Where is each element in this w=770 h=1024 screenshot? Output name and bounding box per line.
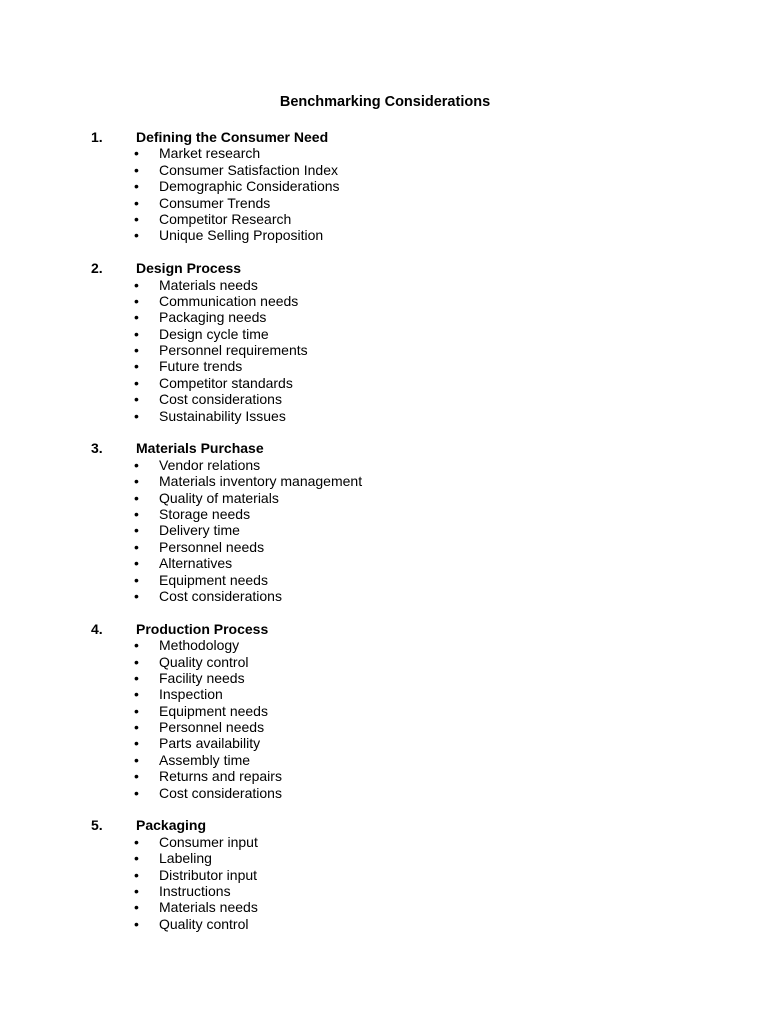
list-item-text: Demographic Considerations [159,178,340,195]
list-item-text: Consumer input [159,833,258,850]
list-item [0,342,770,358]
list-item [0,867,770,883]
section-heading [0,260,770,276]
list-item-text: Storage needs [159,505,251,522]
bullet-icon: • [134,276,139,293]
list-item-text: Alternatives [159,555,233,572]
list-item-text: Sustainability Issues [159,407,286,424]
section-title: Defining the Consumer Need [136,129,329,145]
list-item [0,162,770,178]
list-item [0,178,770,194]
list-item [0,375,770,391]
bullet-icon: • [134,555,139,572]
list-item [0,408,770,424]
section-heading [0,440,770,456]
bullet-list [0,834,770,932]
list-item-text: Unique Selling Proposition [159,227,324,244]
section [0,621,770,801]
list-item [0,358,770,374]
section-number: 2. [91,260,103,277]
list-item [0,752,770,768]
section-heading [0,621,770,637]
bullet-icon: • [134,866,139,883]
bullet-icon: • [134,145,139,162]
bullet-icon: • [134,374,139,391]
list-item-text: Cost considerations [159,587,282,604]
list-item [0,834,770,850]
bullet-icon: • [134,538,139,555]
list-item-text: Labeling [159,850,212,867]
bullet-icon: • [134,850,139,867]
section [0,817,770,932]
list-item [0,719,770,735]
list-item [0,522,770,538]
list-item [0,588,770,604]
list-item [0,768,770,784]
list-item-text: Consumer Satisfaction Index [159,161,338,178]
list-item-text: Personnel needs [159,538,265,555]
section-number: 4. [91,620,103,637]
list-item [0,457,770,473]
list-item-text: Vendor relations [159,456,261,473]
bullet-icon: • [134,358,139,375]
list-item [0,883,770,899]
bullet-icon: • [134,473,139,490]
list-item-text: Packaging needs [159,309,267,326]
list-item [0,555,770,571]
bullet-icon: • [134,915,139,932]
list-item-text: Competitor standards [159,374,293,391]
list-item-text: Design cycle time [159,325,269,342]
list-item-text: Parts availability [159,735,261,752]
sections-list [0,129,770,949]
section [0,260,770,424]
list-item [0,227,770,243]
list-item-text: Market research [159,145,261,162]
bullet-list [0,457,770,605]
list-item-text: Future trends [159,358,243,375]
list-item-text: Equipment needs [159,571,268,588]
document-title: Benchmarking Considerations [279,94,491,110]
bullet-icon: • [134,227,139,244]
list-item-text: Materials needs [159,899,258,916]
bullet-icon: • [134,882,139,899]
list-item-text: Inspection [159,686,223,703]
list-item [0,309,770,325]
list-item-text: Distributor input [159,866,258,883]
bullet-icon: • [134,653,139,670]
list-item [0,145,770,161]
bullet-icon: • [134,522,139,539]
bullet-icon: • [134,456,139,473]
section-number: 5. [91,817,103,834]
bullet-icon: • [134,407,139,424]
list-item [0,686,770,702]
bullet-icon: • [134,292,139,309]
bullet-icon: • [134,571,139,588]
list-item-text: Cost considerations [159,391,282,408]
bullet-list [0,145,770,243]
bullet-icon: • [134,178,139,195]
list-item [0,785,770,801]
list-item [0,326,770,342]
list-item-text: Quality control [159,915,249,932]
list-item [0,735,770,751]
list-item-text: Personnel needs [159,719,265,736]
section-title: Materials Purchase [136,440,264,457]
list-item-text: Returns and repairs [159,768,282,785]
list-item-text: Methodology [159,637,240,654]
bullet-icon: • [134,686,139,703]
list-item [0,899,770,915]
list-item-text: Assembly time [159,751,251,768]
section [0,440,770,604]
bullet-icon: • [134,751,139,768]
list-item-text: Materials needs [159,276,258,293]
list-item [0,539,770,555]
list-item [0,850,770,866]
list-item-text: Personnel requirements [159,342,308,359]
bullet-list [0,277,770,425]
list-item-text: Equipment needs [159,702,268,719]
list-item [0,916,770,932]
bullet-icon: • [134,768,139,785]
bullet-icon: • [134,899,139,916]
list-item-text: Materials inventory management [159,473,363,490]
list-item [0,506,770,522]
section-number: 1. [91,129,103,145]
bullet-icon: • [134,505,139,522]
list-item-text: Quality control [159,653,249,670]
section-number: 3. [91,440,103,457]
list-item [0,670,770,686]
bullet-icon: • [134,735,139,752]
list-item [0,293,770,309]
list-item [0,703,770,719]
bullet-icon: • [134,161,139,178]
section-heading [0,129,770,145]
section [0,129,770,244]
list-item [0,391,770,407]
bullet-icon: • [134,784,139,801]
bullet-icon: • [134,342,139,359]
bullet-icon: • [134,210,139,227]
bullet-list [0,637,770,801]
bullet-icon: • [134,194,139,211]
list-item [0,490,770,506]
list-item [0,277,770,293]
bullet-icon: • [134,587,139,604]
list-item [0,195,770,211]
bullet-icon: • [134,833,139,850]
bullet-icon: • [134,669,139,686]
bullet-icon: • [134,325,139,342]
list-item [0,211,770,227]
section-heading [0,817,770,833]
list-item [0,637,770,653]
section-title: Design Process [136,260,242,277]
list-item-text: Cost considerations [159,784,282,801]
bullet-icon: • [134,719,139,736]
list-item [0,654,770,670]
list-item-text: Instructions [159,882,231,899]
bullet-icon: • [134,309,139,326]
bullet-icon: • [134,391,139,408]
section-title: Packaging [136,817,207,834]
list-item-text: Consumer Trends [159,194,271,211]
list-item-text: Quality of materials [159,489,279,506]
bullet-icon: • [134,702,139,719]
list-item [0,473,770,489]
section-title: Production Process [136,620,269,637]
list-item [0,572,770,588]
list-item-text: Delivery time [159,522,240,539]
list-item-text: Communication needs [159,292,299,309]
list-item-text: Facility needs [159,669,245,686]
list-item-text: Competitor Research [159,210,292,227]
bullet-icon: • [134,637,139,654]
bullet-icon: • [134,489,139,506]
